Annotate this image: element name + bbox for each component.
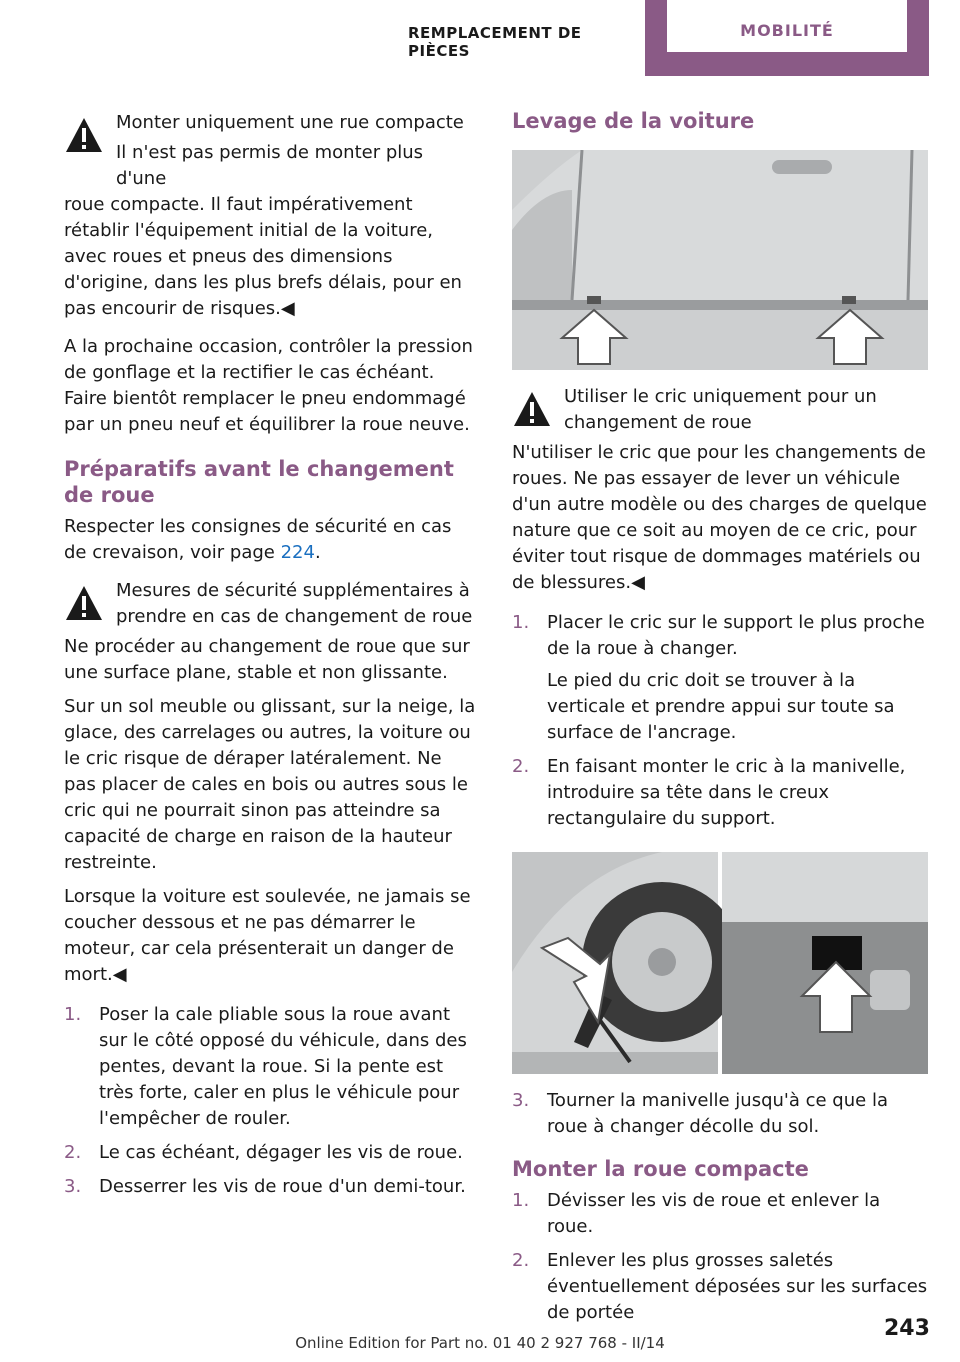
warning-icon: [512, 390, 552, 428]
list-item: 2. Enlever les plus grosses saletés éventuellement déposées sur les surfaces de portée: [512, 1250, 928, 1323]
page-number: 243: [884, 1316, 930, 1341]
heading-preparation: Préparatifs avant le changement de roue: [64, 457, 454, 507]
paragraph-ground: Sur un sol meuble ou glissant, sur la neige, la glace, des carrelages ou autres, la voiture ou le cric risque de déraper latéralement. Ne pas placer de cales en bois ou autres sous le cric qui ne pourrait sinon pas atteindre sa capacité de charge en raison de la hauteur restreinte.: [64, 696, 476, 873]
warning-icon: [64, 584, 104, 622]
steps-left: [64, 1002, 476, 1200]
paragraph-pressure: A la prochaine occasion, contrôler la pression de gonflage et la rectifier le cas échéant. Faire bientôt remplacer le pneu endommagé par un pneu neuf et équilibrer la roue neuve.: [64, 336, 473, 435]
warning-icon: [64, 116, 104, 154]
chapter-tab-label: MOBILITÉ: [667, 0, 907, 52]
warning-jack-usage: [512, 384, 928, 436]
list-item: 3. Desserrer les vis de roue d'un demi-tour.: [64, 1176, 466, 1197]
jack-figures: [512, 852, 928, 1074]
list-item: 1. Dévisser les vis de roue et enlever la roue.: [512, 1190, 881, 1237]
jack-illustration: [512, 852, 928, 1074]
warning-text: N'utiliser le cric que pour les changements de roues. Ne pas essayer de lever un véhicule d'un autre modèle ou des charges de quelque nature que ce soit au moyen de ce cric, pour éviter tout risque de dommages matériels ou de blessures.◀: [512, 442, 927, 593]
heading-lifting: Levage de la voiture: [512, 109, 755, 133]
warning-title: Monter uniquement une rue compacte: [116, 112, 464, 133]
steps-mount: [512, 1188, 928, 1326]
warning-text: roue compacte. Il faut impérativement rétablir l'équipement initial de la voiture, avec roues et pneus des dimensions d'origine, dans les plus brefs délais, pour en pas encourir de risques.◀: [64, 194, 462, 319]
list-item: 2. Le cas échéant, dégager les vis de roue.: [64, 1142, 463, 1163]
car-side-illustration: [512, 150, 928, 370]
edition-footer: Online Edition for Part no. 01 40 2 927 768 - II/14: [295, 1334, 665, 1352]
left-column: [64, 110, 476, 1208]
right-column: [512, 108, 928, 1334]
list-item: 1. Poser la cale pliable sous la roue avant sur le côté opposé du véhicule, dans des pentes, devant la roue. Si la pente est très forte, caler en plus le véhicule pour l'empêcher de rouler.: [64, 1004, 467, 1129]
warning-text: Ne procéder au changement de roue que sur une surface plane, stable et non glissante.: [64, 636, 470, 683]
list-item: 3. Tourner la manivelle jusqu'à ce que la roue à changer décolle du sol.: [512, 1090, 888, 1137]
list-item: 2. En faisant monter le cric à la manivelle, introduire sa tête dans le creux rectangulaire du support.: [512, 756, 906, 829]
warning-compact-wheel: [64, 110, 476, 192]
warning-safety-measures: [64, 578, 476, 630]
paragraph-safety-ref: Respecter les consignes de sécurité en cas de crevaison, voir page 224.: [64, 516, 452, 563]
warning-title: Utiliser le cric uniquement pour un changement de roue: [564, 386, 877, 433]
car-side-figure: [512, 150, 928, 370]
chapter-tab: [645, 0, 929, 76]
heading-mount-compact: Monter la roue compacte: [512, 1157, 809, 1181]
warning-first-line: Il n'est pas permis de monter plus d'une: [116, 142, 424, 189]
paragraph-danger: Lorsque la voiture est soulevée, ne jamais se coucher dessous et ne pas démarrer le moteur, car cela présenterait un danger de mort.◀: [64, 886, 471, 985]
section-title: REMPLACEMENT DE PIÈCES: [408, 24, 582, 60]
warning-title: Mesures de sécurité supplémentaires à prendre en cas de changement de roue: [116, 580, 473, 627]
page-link[interactable]: 224: [280, 542, 315, 563]
steps-right: [512, 610, 928, 832]
step-three: [512, 1088, 928, 1140]
list-item: 1. Placer le cric sur le support le plus proche de la roue à changer. Le pied du cric doit se trouver à la verticale et prendre appui sur toute sa surface de l'ancrage.: [512, 612, 925, 743]
